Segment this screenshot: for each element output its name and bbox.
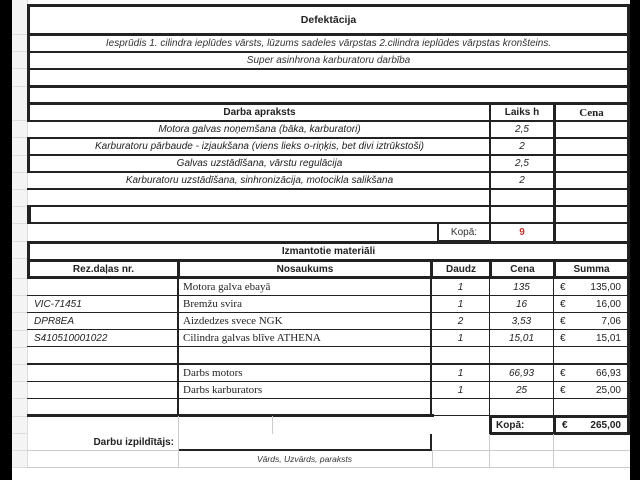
work-row-description: Karburatoru pārbaude - izjaukšana (viens lieks o-riņķis, bet divi iztrūkstoši) bbox=[94, 141, 425, 152]
material-part-no bbox=[30, 365, 177, 381]
work-total-hours: 9 bbox=[519, 226, 525, 238]
work-row-hours: 2 bbox=[519, 175, 525, 186]
material-qty: 1 bbox=[457, 298, 464, 310]
materials-header-name: Nosaukums bbox=[276, 264, 334, 275]
material-name: Cilindra galvas blīve ATHENA bbox=[183, 332, 321, 344]
signature-label: Darbu izpildītājs: bbox=[93, 436, 174, 448]
materials-total-label: Kopā: bbox=[496, 419, 525, 431]
work-row-hours: 2 bbox=[519, 141, 525, 152]
material-part-no: S410510001022 bbox=[34, 332, 108, 344]
defect-line-1: Iesprūdis 1. cilindra ieplūdes vārsts, lūzums sadeles vārpstas 2.cilindra ieplūdes vārpstas kronšteins. bbox=[105, 38, 552, 49]
work-row-hours: 2,5 bbox=[515, 124, 529, 135]
defect-title: Defektācija bbox=[300, 14, 357, 26]
work-header-price: Cena bbox=[579, 106, 604, 119]
material-name: Darbs karburators bbox=[183, 384, 263, 396]
material-sum bbox=[554, 279, 627, 295]
materials-title: Izmantotie materiāli bbox=[281, 246, 376, 257]
material-qty: 1 bbox=[457, 281, 464, 293]
materials-total-sum bbox=[556, 418, 627, 432]
material-sum-value: 66,93 bbox=[595, 367, 621, 379]
currency-symbol: € bbox=[560, 298, 566, 310]
material-part-no: DPR8EA bbox=[34, 315, 75, 327]
material-name: Bremžu svira bbox=[183, 298, 242, 310]
materials-header-price: Cena bbox=[510, 264, 535, 275]
material-sum bbox=[554, 382, 627, 398]
currency-symbol: € bbox=[560, 367, 566, 379]
material-name: Motora galva ebayā bbox=[183, 281, 271, 293]
materials-header-sum: Summa bbox=[573, 264, 610, 275]
material-name: Aizdedzes svece NGK bbox=[183, 315, 283, 327]
material-part-no: VIC-71451 bbox=[34, 298, 82, 310]
material-sum-value: 15,01 bbox=[595, 332, 621, 344]
material-sum-value: 7,06 bbox=[601, 315, 621, 327]
materials-header-part-no: Rez.daļas nr. bbox=[72, 264, 135, 275]
work-row-hours: 2,5 bbox=[515, 158, 529, 169]
signature-field[interactable] bbox=[179, 434, 432, 451]
material-price: 3,53 bbox=[511, 315, 532, 327]
material-sum-value: 16,00 bbox=[595, 298, 621, 310]
material-sum-value: 25,00 bbox=[595, 384, 621, 396]
currency-symbol: € bbox=[560, 315, 566, 327]
defect-line-2: Super asinhrona karburatoru darbība bbox=[246, 55, 411, 66]
work-header-hours: Laiks h bbox=[504, 107, 540, 118]
work-total-label: Kopā: bbox=[450, 226, 478, 238]
material-qty: 1 bbox=[457, 384, 464, 396]
work-header-description: Darba apraksts bbox=[223, 107, 296, 118]
currency-symbol: € bbox=[560, 332, 566, 344]
work-row-description: Motora galvas noņemšana (bāka, karburatori) bbox=[158, 124, 361, 135]
currency-symbol: € bbox=[562, 419, 568, 431]
signature-hint: Vārds, Uzvārds, paraksts bbox=[257, 454, 352, 464]
material-qty: 1 bbox=[457, 332, 464, 344]
material-sum bbox=[554, 365, 627, 381]
materials-total-value: 265,00 bbox=[590, 419, 621, 431]
material-qty: 1 bbox=[457, 367, 464, 379]
material-part-no bbox=[30, 279, 177, 295]
work-row-description: Galvas uzstādīšana, vārstu regulācija bbox=[176, 158, 343, 169]
currency-symbol: € bbox=[560, 384, 566, 396]
materials-header-qty: Daudz bbox=[446, 264, 476, 275]
material-sum bbox=[554, 330, 627, 346]
material-price: 135 bbox=[513, 281, 530, 293]
material-price: 66,93 bbox=[508, 367, 535, 379]
material-sum bbox=[554, 313, 627, 329]
work-row-description: Karburatoru uzstādīšana, sinhronizācija, motocikla salikšana bbox=[125, 175, 394, 186]
spreadsheet-sheet bbox=[12, 0, 630, 480]
currency-symbol: € bbox=[560, 281, 566, 293]
material-price: 25 bbox=[515, 384, 528, 396]
material-sum-value: 135,00 bbox=[590, 281, 621, 293]
material-name: Darbs motors bbox=[183, 367, 243, 379]
material-sum bbox=[554, 296, 627, 312]
material-price: 15,01 bbox=[508, 332, 535, 344]
material-part-no bbox=[30, 382, 177, 398]
material-qty: 2 bbox=[457, 315, 464, 327]
material-price: 16 bbox=[515, 298, 528, 310]
